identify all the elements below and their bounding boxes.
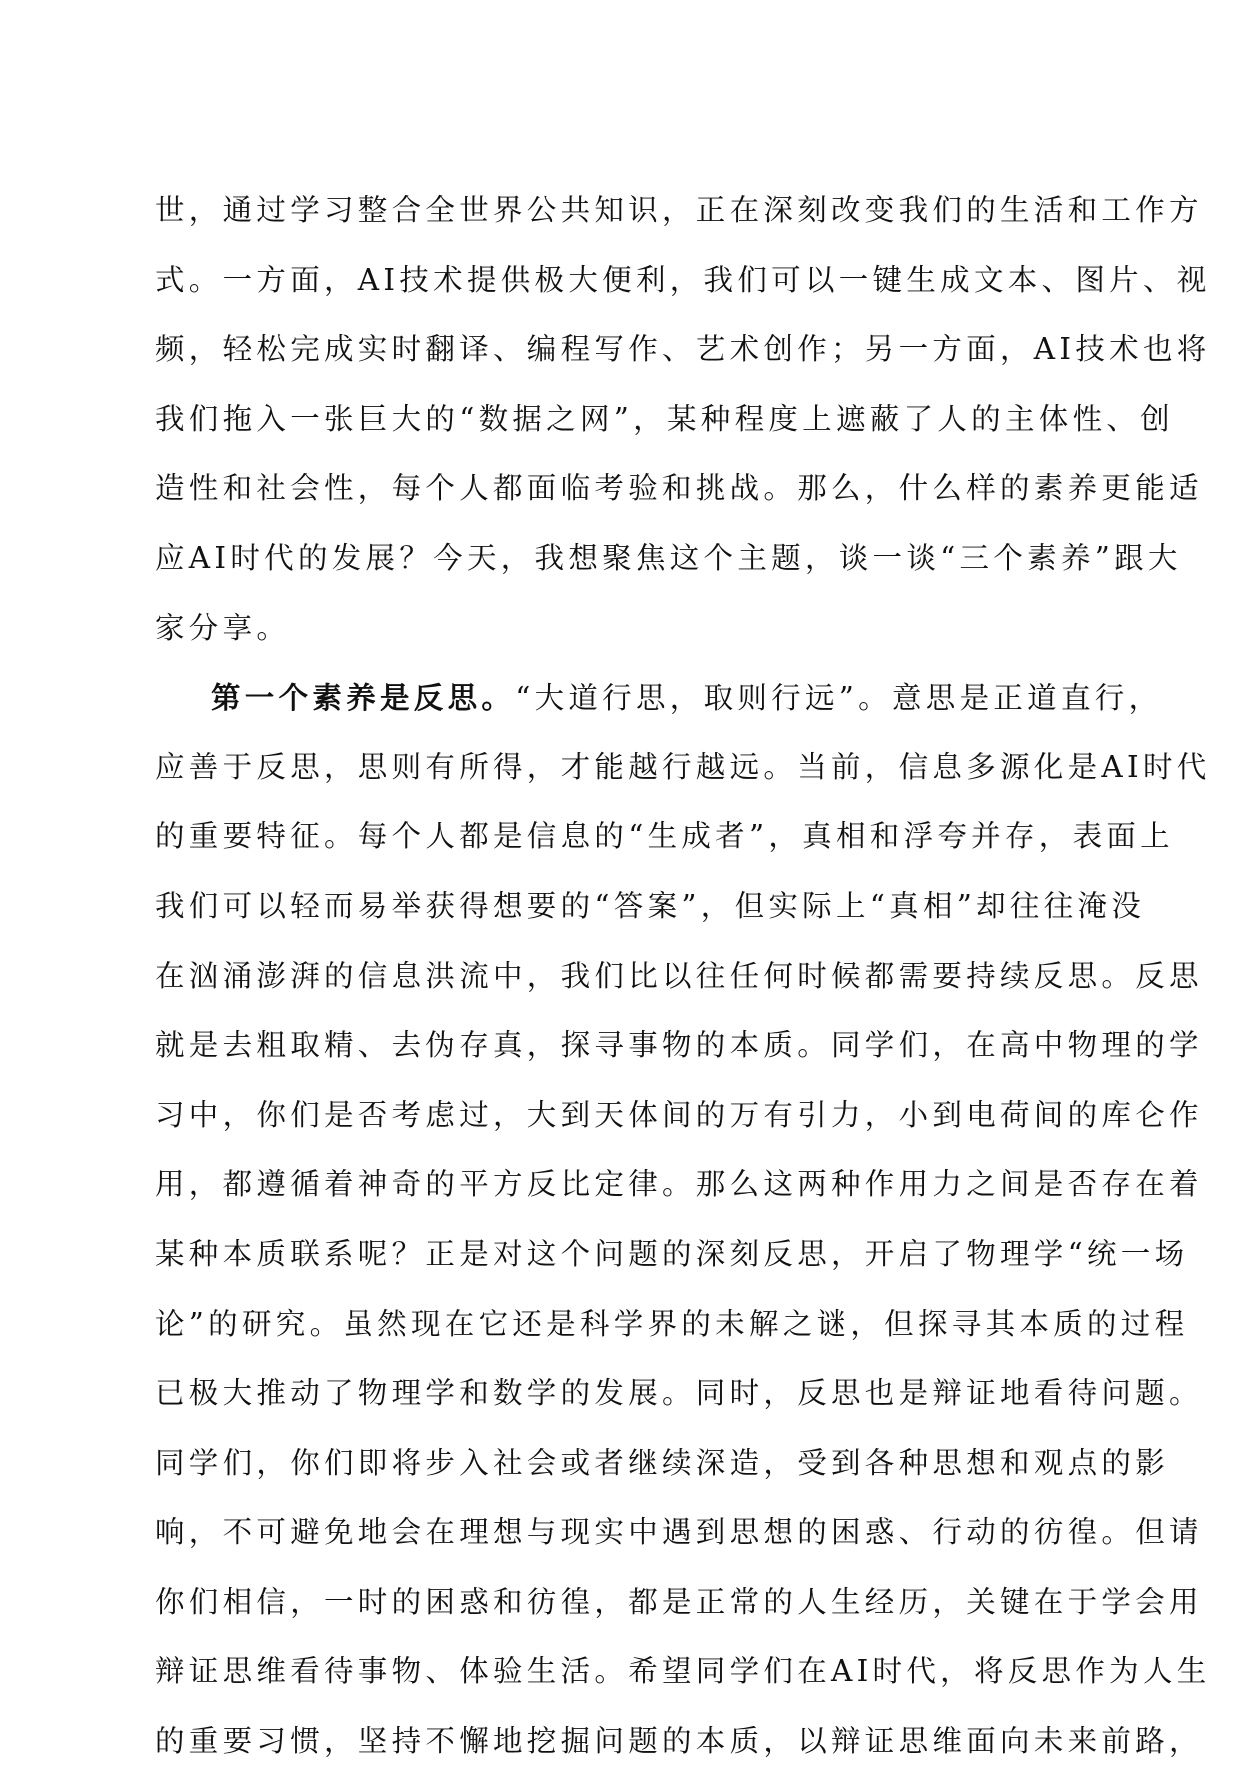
text-line: 家分享。 [155,610,291,645]
text-line: 同学们，你们即将步入社会或者继续深造，受到各种思想和观点的影 [155,1445,1170,1480]
text-line: 在汹涌澎湃的信息洪流中，我们比以往任何时候都需要持续反思。反思 [155,958,1203,993]
text-line: 你们相信，一时的困惑和彷徨，都是正常的人生经历，关键在于学会用 [155,1584,1203,1619]
document-body [155,176,1211,1777]
paragraph-reflection [155,663,1211,1777]
text-line: 世，通过学习整合全世界公共知识，正在深刻改变我们的生活和工作方 [155,193,1203,227]
text-line: 我们可以轻而易举获得想要的“答案”，但实际上“真相”却往往淹没 [155,888,1146,923]
text-line: 造性和社会性，每个人都面临考验和挑战。那么，什么样的素养更能适 [155,471,1203,506]
paragraph-intro [155,176,1211,663]
text-line: 论”的研究。虽然现在它还是科学界的未解之谜，但探寻其本质的过程 [155,1306,1189,1341]
text-line [155,663,1163,733]
text-line: 习中，你们是否考虑过，大到天体间的万有引力，小到电荷间的库仑作 [155,1097,1203,1132]
text-line: 响，不可避免地会在理想与现实中遇到思想的困惑、行动的彷徨。但请 [155,1515,1203,1550]
text-line: 应AI时代的发展？今天，我想聚焦这个主题，谈一谈“三个素养”跟大 [155,540,1182,575]
text-line: 某种本质联系呢？正是对这个问题的深刻反思，开启了物理学“统一场 [155,1236,1189,1271]
text-line: 就是去粗取精、去伪存真，探寻事物的本质。同学们，在高中物理的学 [155,1028,1203,1063]
text-line: 已极大推动了物理学和数学的发展。同时，反思也是辩证地看待问题。 [155,1376,1203,1411]
section-heading: 第一个素养是反思。 [211,680,516,716]
text-run: “大道行思，取则行远”。意思是正道直行， [515,681,1163,716]
text-line: 的重要特征。每个人都是信息的“生成者”，真相和浮夸并存，表面上 [155,819,1174,854]
text-line: 我们拖入一张巨大的“数据之网”，某种程度上遮蔽了人的主体性、创 [155,401,1174,436]
text-line: 的重要习惯，坚持不懈地挖掘问题的本质，以辩证思维面向未来前路， [155,1724,1203,1759]
text-line: 用，都遵循着神奇的平方反比定律。那么这两种作用力之间是否存在着 [155,1167,1203,1202]
text-line: 辩证思维看待事物、体验生活。希望同学们在AI时代，将反思作为人生 [155,1654,1211,1689]
text-line: 式。一方面，AI技术提供极大便利，我们可以一键生成文本、图片、视 [155,262,1211,297]
text-line: 频，轻松完成实时翻译、编程写作、艺术创作；另一方面，AI技术也将 [155,332,1211,367]
text-line: 应善于反思，思则有所得，才能越行越远。当前，信息多源化是AI时代 [155,749,1211,784]
